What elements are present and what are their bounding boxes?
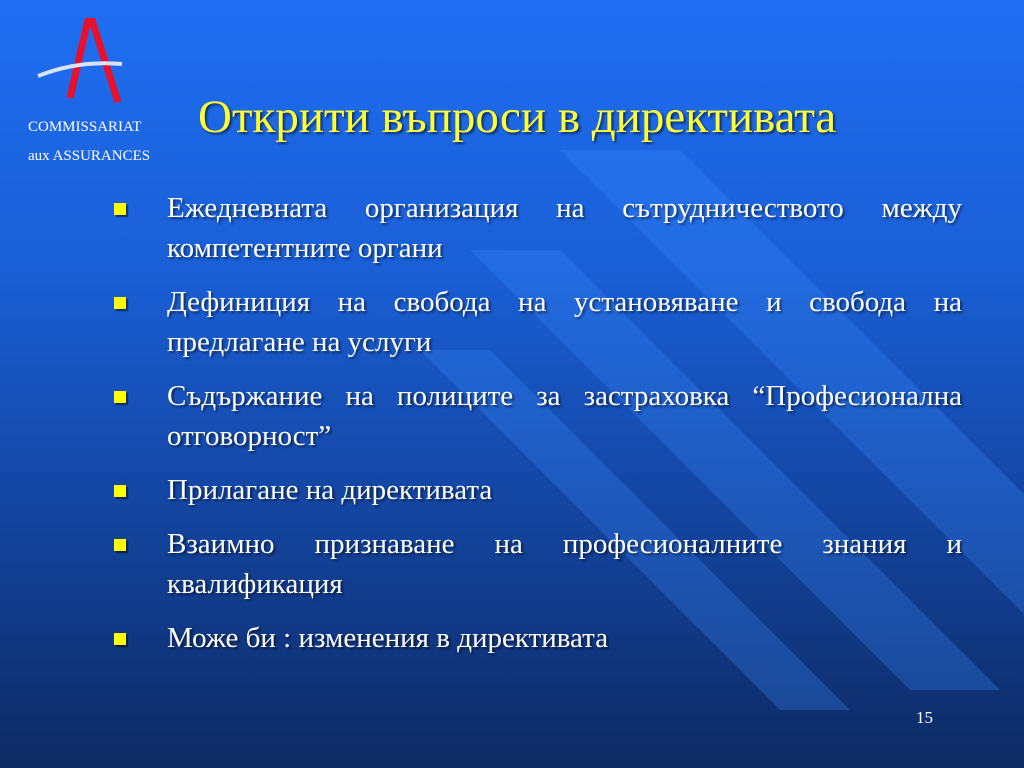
- bullet-list: [110, 188, 962, 672]
- bullet-text: Ежедневната организация на сътрудничеството между компетентните органи: [167, 192, 962, 264]
- list-item: [110, 188, 962, 268]
- list-item: [110, 524, 962, 604]
- organization-name-line2: aux ASSURANCES: [28, 148, 151, 164]
- square-bullet-icon: [114, 633, 126, 645]
- square-bullet-icon: [114, 203, 126, 215]
- organization-name-line1: COMMISSARIAT: [28, 119, 142, 135]
- page-number: 15: [916, 708, 933, 727]
- list-item: [110, 282, 962, 362]
- square-bullet-icon: [114, 297, 126, 309]
- bullet-text: Може би : изменения в директивата: [167, 622, 609, 654]
- list-item: [110, 376, 962, 456]
- list-item: [110, 470, 962, 510]
- bullet-text: Съдържание на полиците за застраховка “Професионална отговорност”: [167, 380, 962, 452]
- slide-title: Открити въпроси в директивата: [198, 91, 837, 143]
- list-item: [110, 618, 962, 658]
- assurance-a-logo-icon: [30, 18, 130, 108]
- bullet-text: Взаимно признаване на професионалните знания и квалификация: [167, 528, 962, 600]
- bullet-text: Дефиниция на свобода на установяване и свобода на предлагане на услуги: [167, 286, 962, 358]
- square-bullet-icon: [114, 539, 126, 551]
- square-bullet-icon: [114, 391, 126, 403]
- square-bullet-icon: [114, 485, 126, 497]
- bullet-text: Прилагане на директивата: [167, 474, 493, 506]
